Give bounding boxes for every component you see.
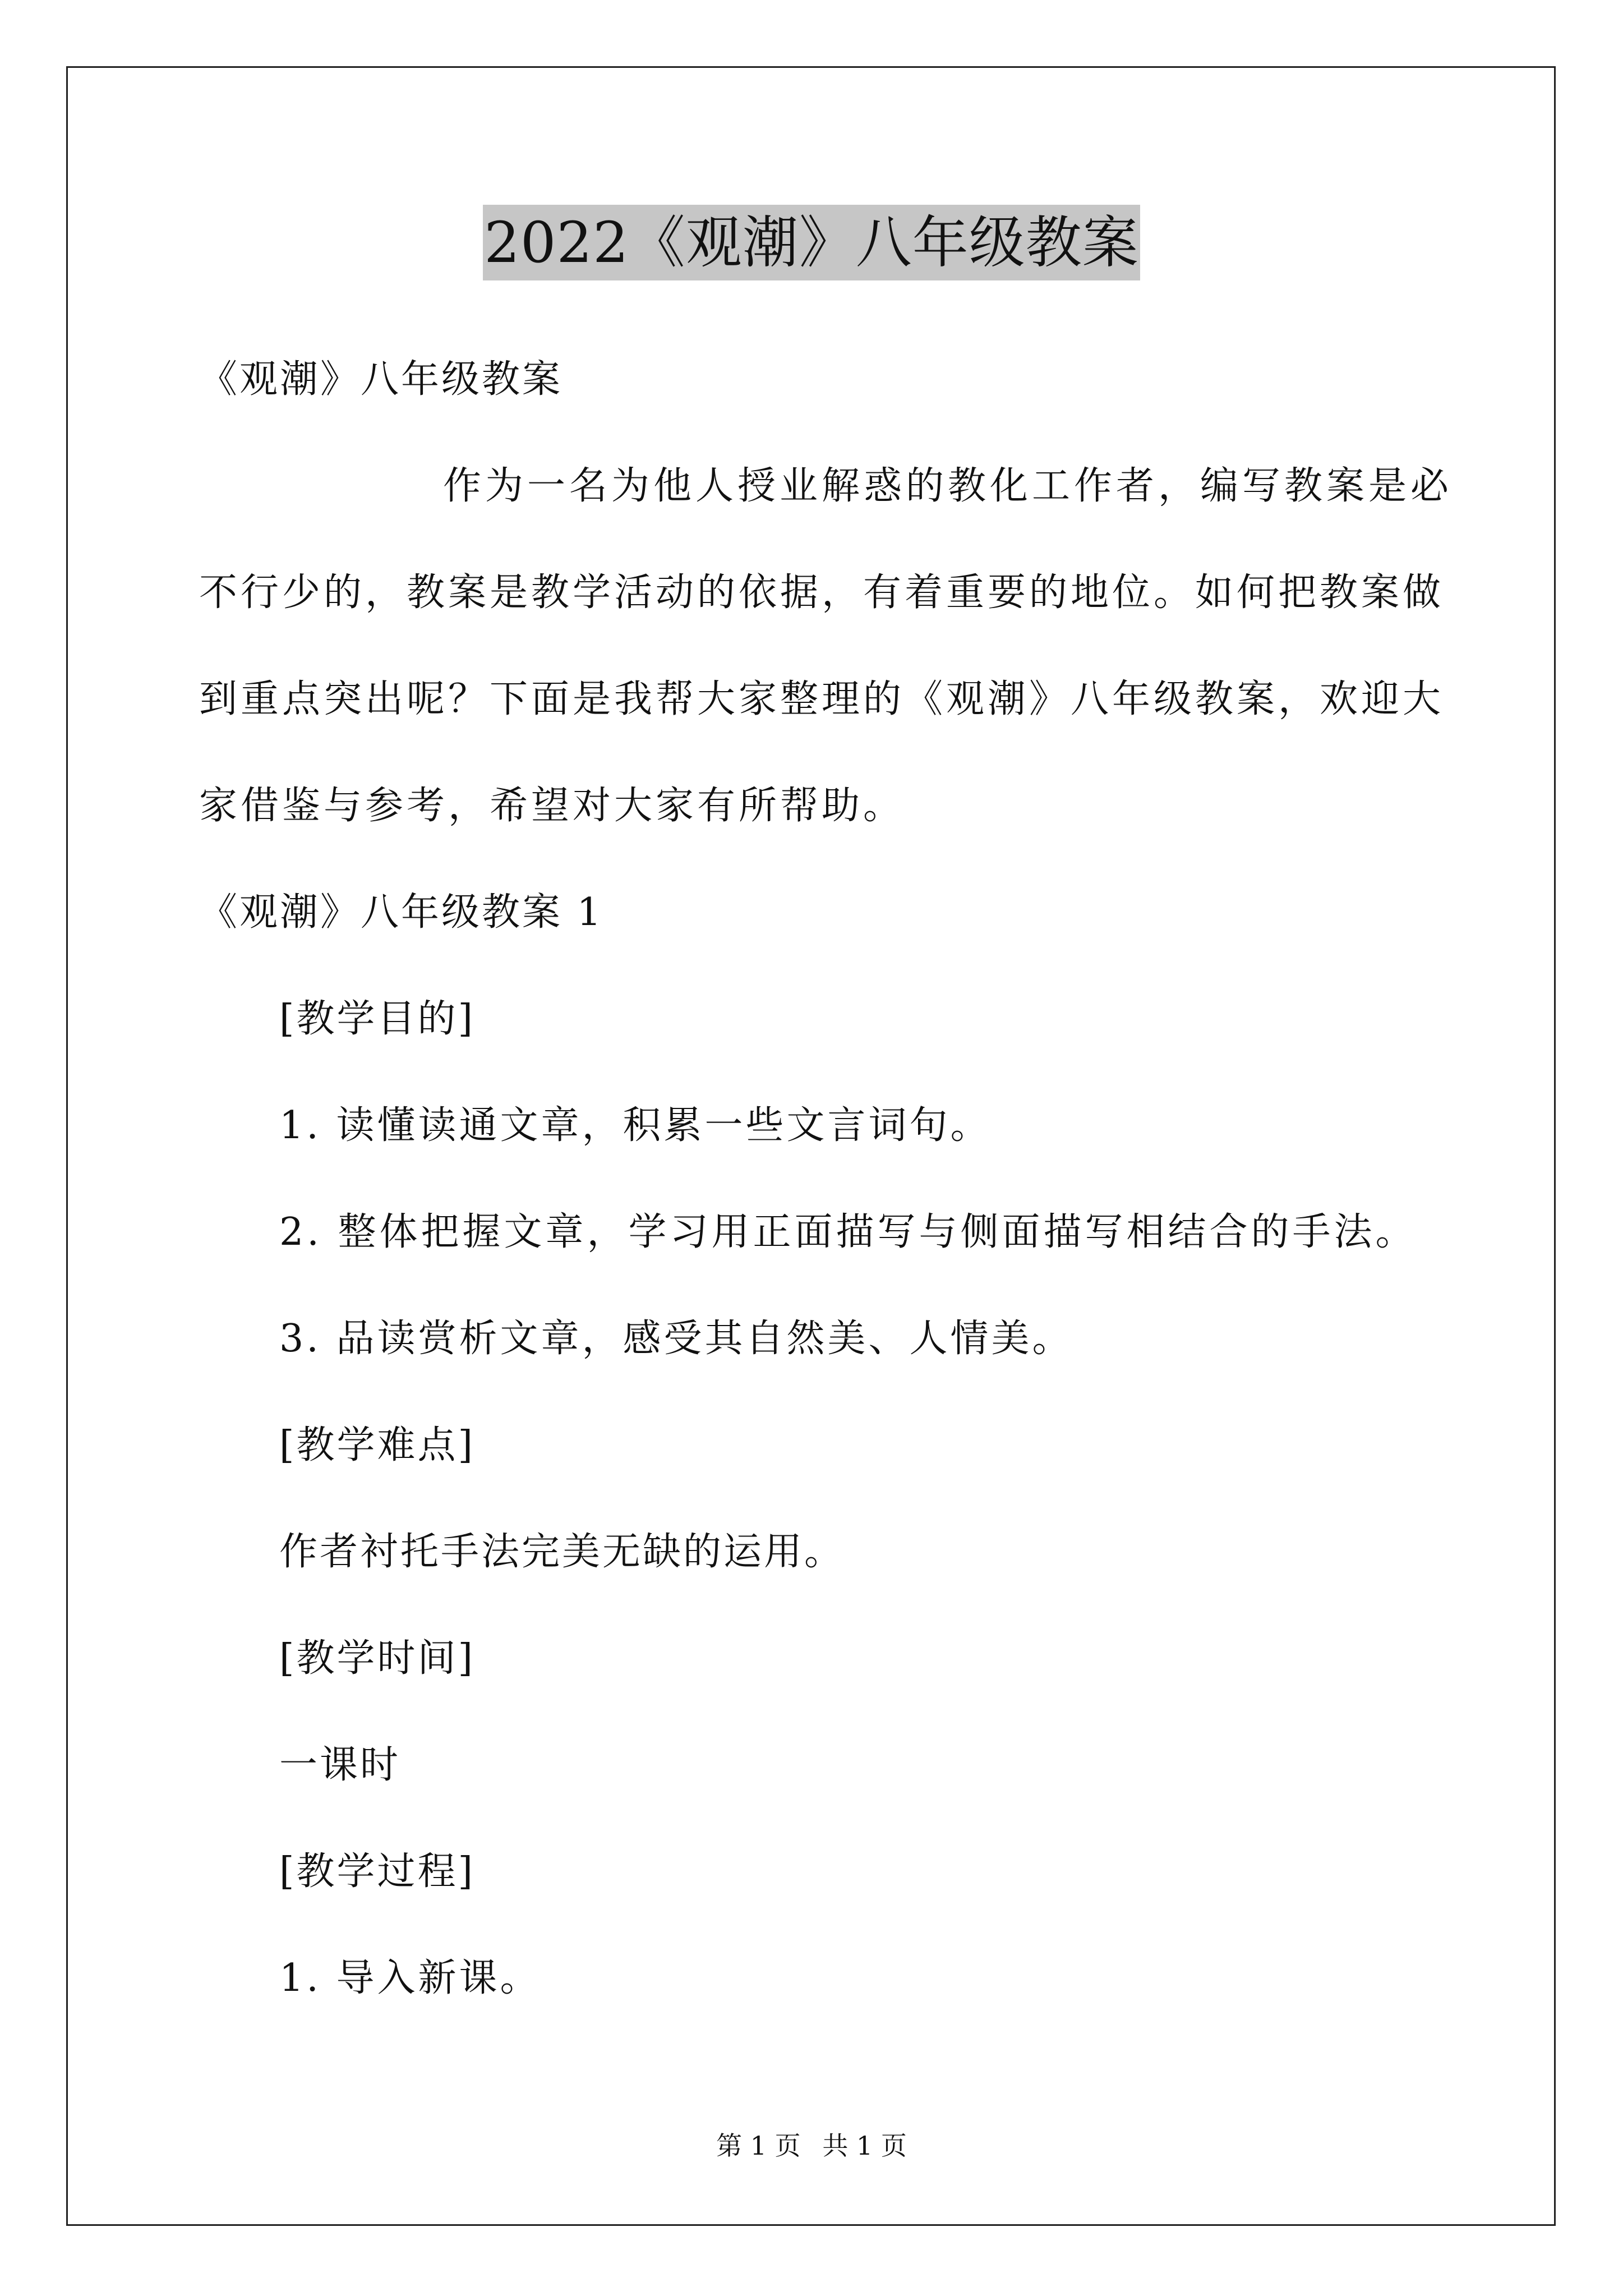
- objective-3: 3. 品读赏析文章，感受其自然美、人情美。: [279, 1317, 1073, 1361]
- section-heading: 《观潮》八年级教案 1: [199, 890, 603, 935]
- heading-process: [教学过程]: [279, 1849, 476, 1894]
- objective-1: 1. 读懂读通文章，积累一些文言词句。: [279, 1103, 992, 1148]
- title-container: [0, 205, 1623, 280]
- objective-2: 2. 整体把握文章，学习用正面描写与侧面描写相结合的手法。: [279, 1210, 1417, 1254]
- heading-difficulty: [教学难点]: [279, 1423, 476, 1467]
- intro-line-4: 家借鉴与参考，希望对大家有所帮助。: [199, 784, 905, 828]
- page-number-current: 第 1 页: [716, 2131, 801, 2161]
- intro-line-1: 作为一名为他人授业解惑的教化工作者，编写教案是必: [443, 464, 1453, 508]
- heading-objectives: [教学目的]: [279, 997, 476, 1041]
- process-step-1: 1. 导入新课。: [279, 1956, 541, 2000]
- intro-line-3: 到重点突出呢？下面是我帮大家整理的《观潮》八年级教案，欢迎大: [199, 677, 1445, 721]
- subtitle: 《观潮》八年级教案: [199, 357, 563, 402]
- intro-line-2: 不行少的，教案是教学活动的依据，有着重要的地位。如何把教案做: [199, 570, 1445, 615]
- heading-time: [教学时间]: [279, 1636, 476, 1681]
- document-title: 2022《观潮》八年级教案: [483, 205, 1140, 280]
- page-footer: [0, 2129, 1623, 2162]
- page-number-total: 共 1 页: [822, 2131, 907, 2161]
- difficulty-text: 作者衬托手法完美无缺的运用。: [279, 1530, 845, 1574]
- time-text: 一课时: [279, 1743, 401, 1787]
